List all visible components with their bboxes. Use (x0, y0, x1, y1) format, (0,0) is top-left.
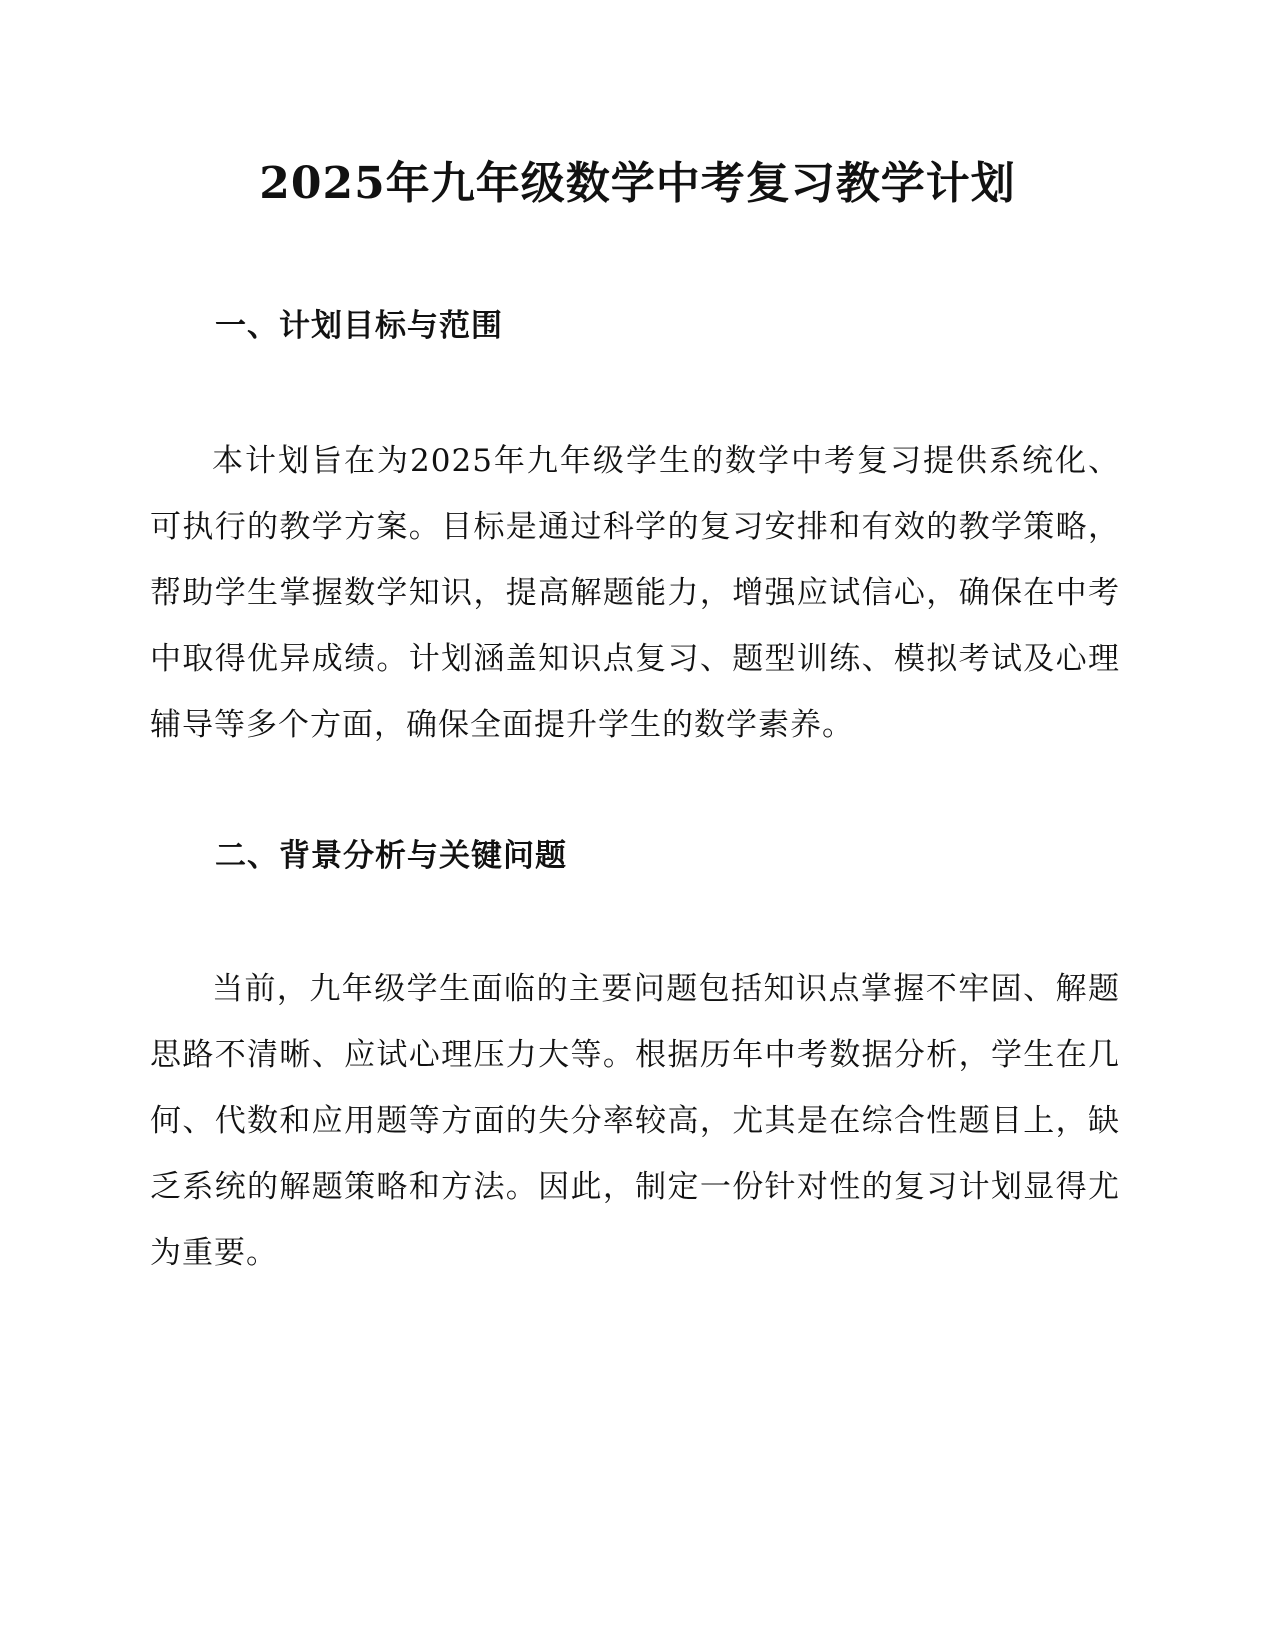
section-body-background-issues: 当前，九年级学生面临的主要问题包括知识点掌握不牢固、解题思路不清晰、应试心理压力大等。根据历年中考数据分析，学生在几何、代数和应用题等方面的失分率较高，尤其是在综合性题目上，缺乏系统的解题策略和方法。因此，制定一份针对性的复习计划显得尤为重要。 (150, 971, 1120, 1271)
section-heading-goals-scope: 一、计划目标与范围 (215, 308, 503, 344)
section-heading-background-issues: 二、背景分析与关键问题 (215, 838, 567, 874)
section-body-goals-scope: 本计划旨在为2025年九年级学生的数学中考复习提供系统化、可执行的教学方案。目标是通过科学的复习安排和有效的教学策略，帮助学生掌握数学知识，提高解题能力，增强应试信心，确保在中考中取得优异成绩。计划涵盖知识点复习、题型训练、模拟考试及心理辅导等多个方面，确保全面提升学生的数学素养。 (150, 443, 1120, 743)
document-title: 2025年九年级数学中考复习教学计划 (259, 158, 1016, 209)
